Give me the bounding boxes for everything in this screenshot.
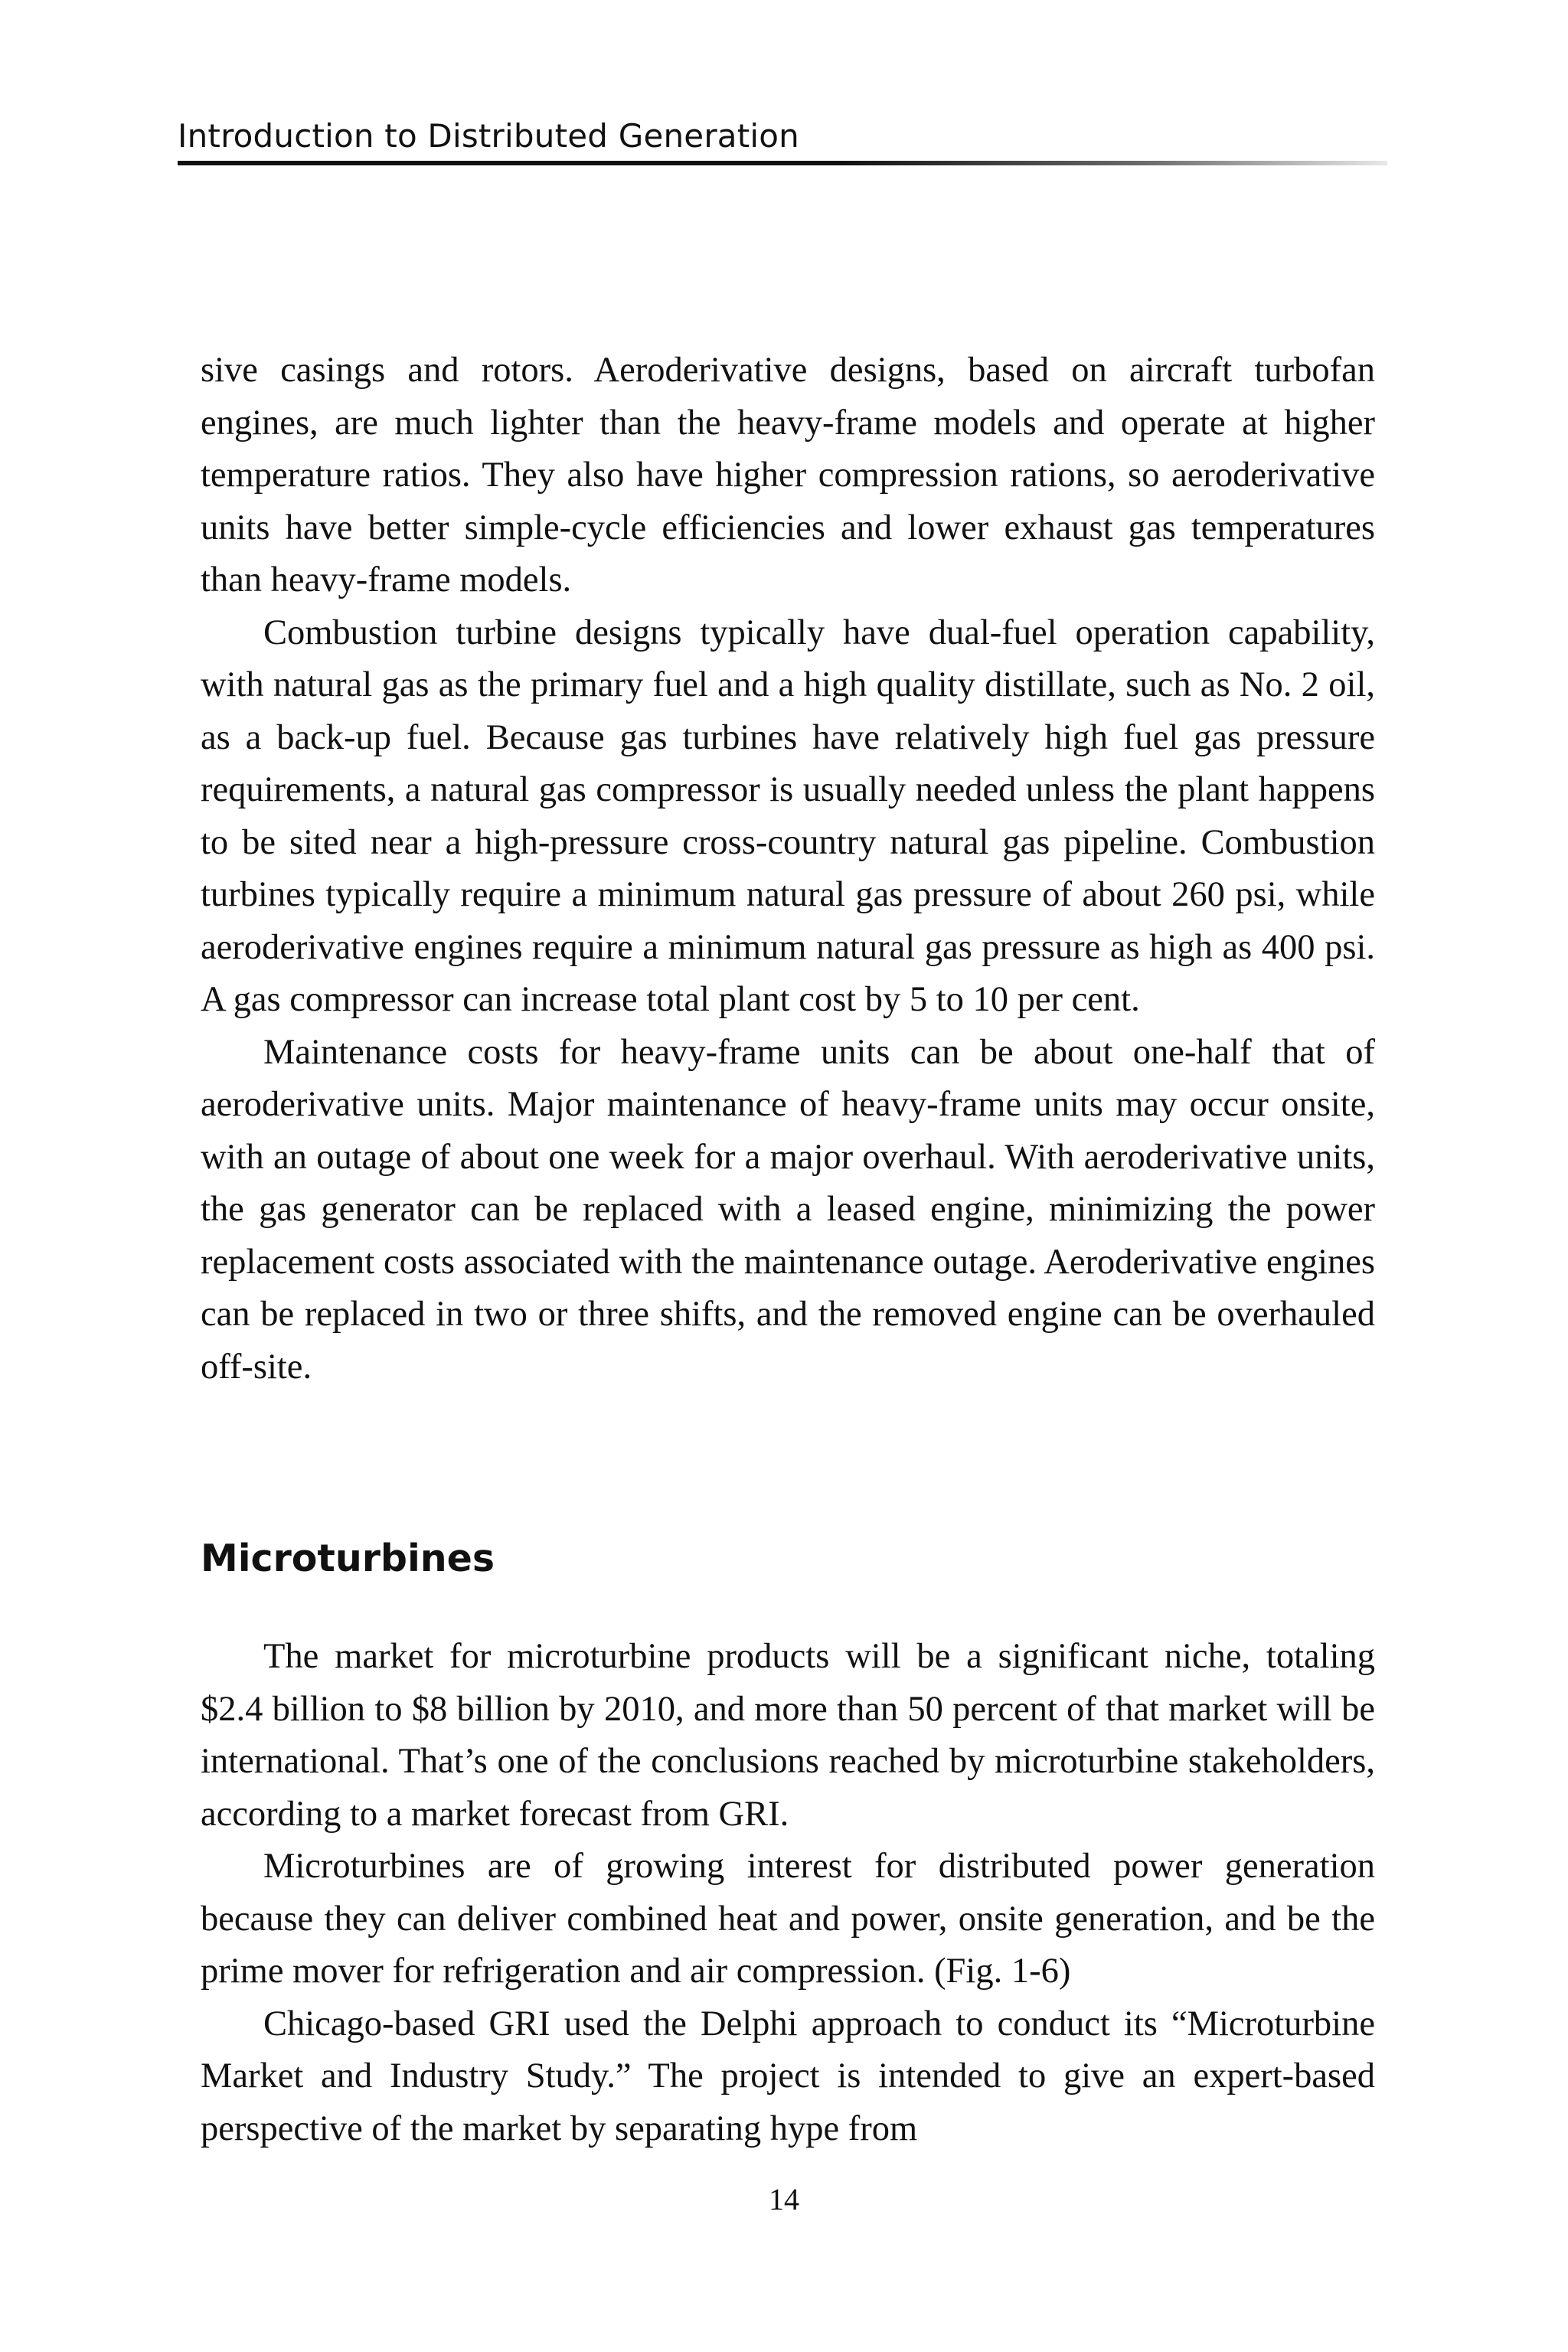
running-header-title: Introduction to Distributed Generation [178,117,799,155]
header-rule [178,161,1387,165]
running-header [178,115,1387,165]
paragraph: sive casings and rotors. Aeroderivative designs, based on aircraft turbofan engines, are much lighter than the heavy-frame models and operate at higher temperature ratios. They also have higher compression rations, so aeroderivative units have better simple-cycle efficiencies and lower exhaust gas temperatures than heavy-frame models. [201,351,1375,599]
paragraph: Combustion turbine designs typically have dual-fuel operation capability, with natural gas as the primary fuel and a high quality distillate, such as No. 2 oil, as a back-up fuel. Because gas turbines have relatively high fuel gas pressure requirements, a natural gas compressor is usually needed unless the plant happens to be sited near a high-pressure cross-country natural gas pipeline. Combustion turbines typically require a minimum natural gas pressure of about 260 psi, while aeroderivative engines require a minimum natural gas pressure as high as 400 psi. A gas compressor can increase total plant cost by 5 to 10 per cent. [201,612,1375,1019]
paragraph: The market for microturbine products will be a significant niche, totaling $2.4 billion to $8 billion by 2010, and more than 50 percent of that market will be international. That’s one of the conclusions reached by microturbine stakeholders, according to a market forecast from GRI. [201,1637,1375,1834]
page-number: 14 [769,2182,799,2216]
paragraph: Microturbines are of growing interest for distributed power generation because they can deliver combined heat and power, onsite generation, and be the prime mover for refrigeration and air compression. (Fig. 1-6) [201,1847,1375,1991]
paragraph: Maintenance costs for heavy-frame units can be about one-half that of aeroderivative units. Major maintenance of heavy-frame units may occur onsite, with an outage of about one week for a major overhaul. With aeroderivative units, the gas generator can be replaced with a leased engine, minimizing the power replacement costs associated with the maintenance outage. Aeroderivative engines can be replaced in two or three shifts, and the removed engine can be overhauled off-site. [201,1032,1375,1387]
paragraph: Chicago-based GRI used the Delphi approach to conduct its “Microturbine Market and Industry Study.” The project is intended to give an expert-based perspective of the market by separating hype from [201,2004,1375,2148]
microturbines-body-text [201,1631,1375,2155]
intro-body-text [201,345,1375,1393]
section-heading: Microturbines [201,1537,495,1580]
